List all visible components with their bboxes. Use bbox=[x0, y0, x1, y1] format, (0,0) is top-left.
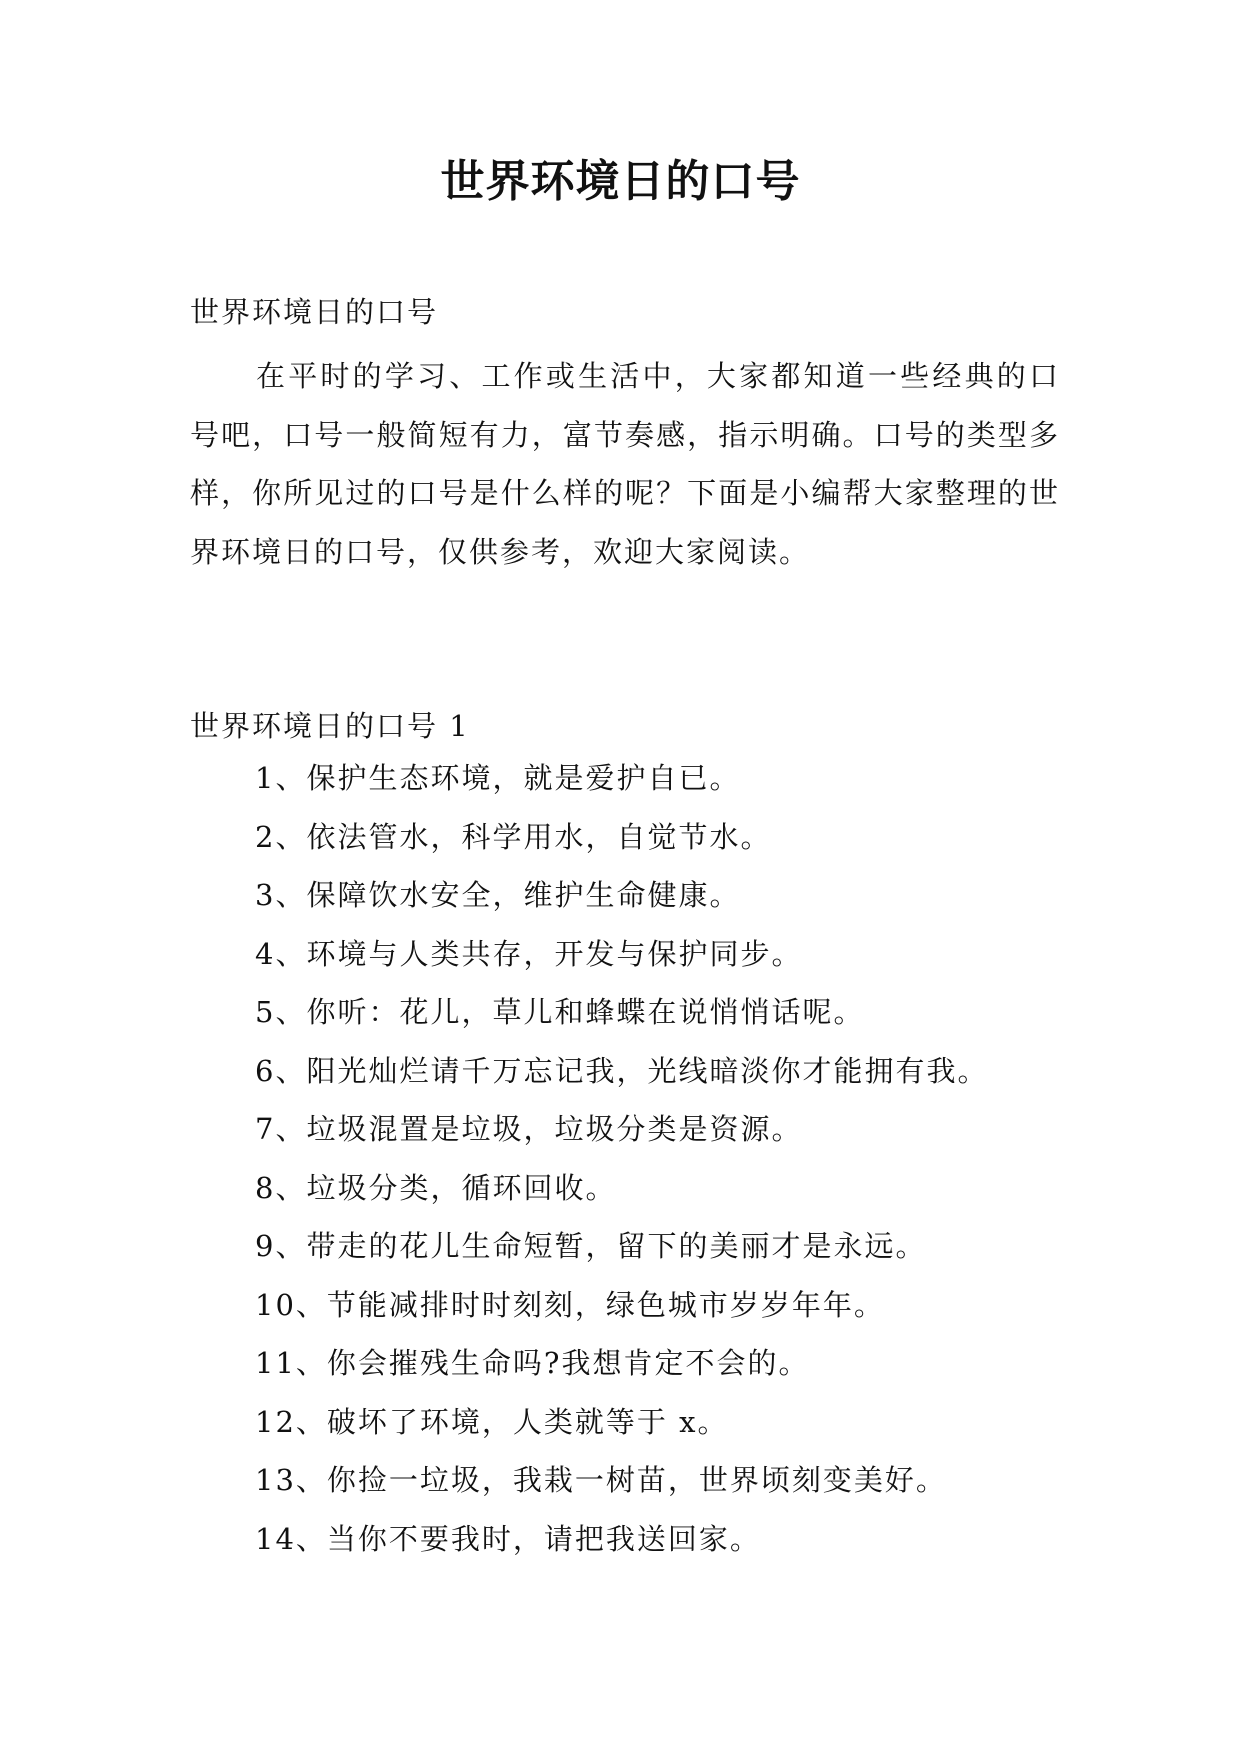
document-title: 世界环境日的口号 bbox=[440, 156, 801, 207]
slogan-item: 2、依法管水，科学用水，自觉节水。 bbox=[255, 819, 772, 854]
slogan-item: 13、你捡一垃圾，我栽一树苗，世界顷刻变美好。 bbox=[255, 1463, 947, 1497]
slogan-item: 4、环境与人类共存，开发与保护同步。 bbox=[255, 936, 803, 971]
slogan-item: 14、当你不要我时，请把我送回家。 bbox=[255, 1521, 761, 1556]
document-subtitle: 世界环境日的口号 bbox=[190, 295, 439, 329]
slogan-item: 10、节能减排时时刻刻，绿色城市岁岁年年。 bbox=[255, 1287, 885, 1322]
slogan-item: 11、你会摧残生命吗?我想肯定不会的。 bbox=[255, 1346, 810, 1380]
slogan-item: 8、垃圾分类，循环回收。 bbox=[255, 1170, 617, 1205]
intro-paragraph: 在平时的学习、工作或生活中，大家都知道一些经典的口号吧，口号一般简短有力，富节奏感，指示明确。口号的类型多样，你所见过的口号是什么样的呢？下面是小编帮大家整理的世界环境日的口号，仅供参考，欢迎大家阅读。 bbox=[190, 359, 1060, 569]
slogan-item: 1、保护生态环境，就是爱护自已。 bbox=[255, 761, 741, 795]
slogan-item: 5、你听：花儿，草儿和蜂蝶在说悄悄话呢。 bbox=[255, 995, 865, 1029]
slogan-item: 12、破坏了环境，人类就等于 x。 bbox=[255, 1404, 729, 1439]
section-heading: 世界环境日的口号 1 bbox=[190, 709, 470, 743]
slogan-item: 3、保障饮水安全，维护生命健康。 bbox=[255, 878, 741, 912]
slogan-item: 6、阳光灿烂请千万忘记我，光线暗淡你才能拥有我。 bbox=[255, 1053, 989, 1088]
slogan-item: 9、带走的花儿生命短暂，留下的美丽才是永远。 bbox=[255, 1229, 927, 1263]
slogan-list bbox=[255, 758, 988, 1577]
slogan-item: 7、垃圾混置是垃圾，垃圾分类是资源。 bbox=[255, 1112, 803, 1146]
